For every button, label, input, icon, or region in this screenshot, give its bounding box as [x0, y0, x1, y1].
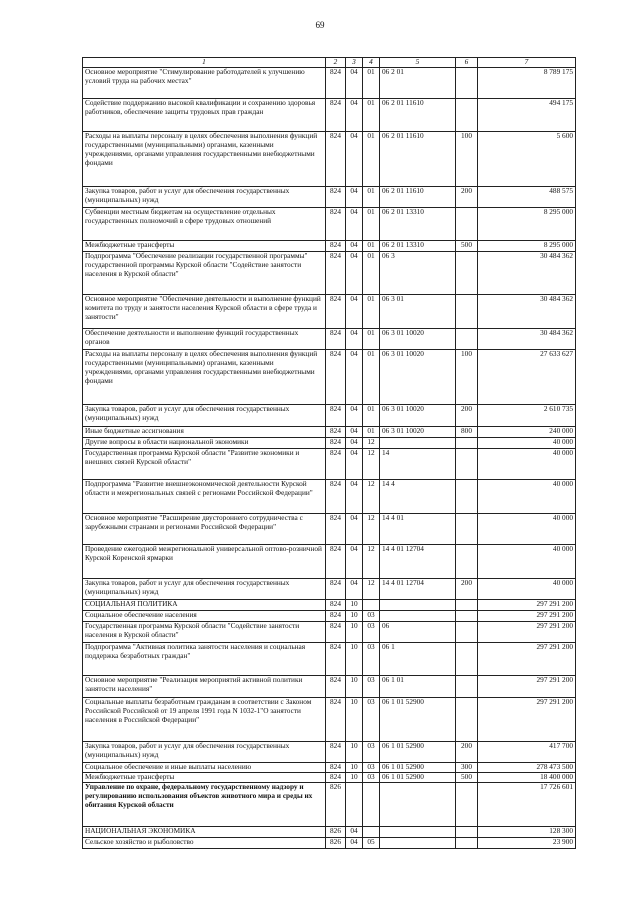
subsection-cell: 12	[363, 545, 380, 579]
expense-type-cell	[456, 295, 478, 329]
target-article-cell: 06 1 01 52900	[380, 698, 456, 742]
subsection-cell: 01	[363, 99, 380, 132]
subsection-cell: 12	[363, 514, 380, 545]
admin-code-cell: 826	[326, 827, 346, 838]
target-article-cell	[380, 611, 456, 622]
section-cell: 04	[346, 99, 363, 132]
row-name-cell: Обеспечение деятельности и выполнение функций государственных органов	[83, 329, 326, 350]
row-name-cell: Государственная программа Курской области "Развитие экономики и внешних связей Курской области"	[83, 449, 326, 480]
section-cell: 04	[346, 579, 363, 600]
expense-type-cell: 800	[456, 427, 478, 438]
header-cell: 3	[346, 58, 363, 68]
section-cell: 04	[346, 405, 363, 427]
section-cell: 10	[346, 742, 363, 763]
target-article-cell: 06 1 01 52900	[380, 742, 456, 763]
target-article-cell: 06 3 01 10020	[380, 350, 456, 405]
amount-cell: 297 291 200	[478, 600, 576, 611]
amount-cell: 8 295 000	[478, 241, 576, 252]
expense-type-cell	[456, 783, 478, 827]
target-article-cell: 14 4 01	[380, 514, 456, 545]
subsection-cell: 01	[363, 405, 380, 427]
expense-type-cell	[456, 827, 478, 838]
table-row	[83, 698, 576, 742]
expense-type-cell	[456, 545, 478, 579]
row-name-cell: Подпрограмма "Развитие внешнеэкономической деятельности Курской области и межрегиональных связей с регионами Российской Федерации"	[83, 480, 326, 514]
amount-cell: 40 000	[478, 449, 576, 480]
subsection-cell: 03	[363, 742, 380, 763]
amount-cell: 297 291 200	[478, 698, 576, 742]
section-cell: 04	[346, 68, 363, 99]
expense-type-cell: 500	[456, 773, 478, 783]
expense-type-cell: 200	[456, 405, 478, 427]
target-article-cell: 14	[380, 449, 456, 480]
admin-code-cell: 824	[326, 514, 346, 545]
admin-code-cell: 824	[326, 643, 346, 676]
row-name-cell: Расходы на выплаты персоналу в целях обеспечения выполнения функций государственными (муниципальными) органами, казенными учреждениями, органами управления государственными внебюджетными фондами	[83, 350, 326, 405]
table-row	[83, 405, 576, 427]
expense-type-cell	[456, 480, 478, 514]
subsection-cell: 01	[363, 187, 380, 208]
target-article-cell: 06 3 01 10020	[380, 405, 456, 427]
admin-code-cell: 824	[326, 742, 346, 763]
header-cell: 1	[83, 58, 326, 68]
amount-cell: 27 633 627	[478, 350, 576, 405]
target-article-cell: 06 1 01	[380, 676, 456, 698]
row-name-cell: СОЦИАЛЬНАЯ ПОЛИТИКА	[83, 600, 326, 611]
row-name-cell: Основное мероприятие "Реализация мероприятий активной политики занятости населения"	[83, 676, 326, 698]
subsection-cell: 01	[363, 329, 380, 350]
expense-type-cell	[456, 611, 478, 622]
section-cell: 04	[346, 514, 363, 545]
target-article-cell: 06 2 01 13310	[380, 208, 456, 241]
subsection-cell: 12	[363, 438, 380, 449]
table-row	[83, 676, 576, 698]
admin-code-cell: 824	[326, 600, 346, 611]
target-article-cell	[380, 600, 456, 611]
table-row	[83, 427, 576, 438]
row-name-cell: Подпрограмма "Активная политика занятости населения и социальная поддержка безработных граждан"	[83, 643, 326, 676]
table-row	[83, 132, 576, 187]
amount-cell: 30 484 362	[478, 329, 576, 350]
subsection-cell	[363, 827, 380, 838]
admin-code-cell: 824	[326, 773, 346, 783]
table-row	[83, 783, 576, 827]
admin-code-cell: 824	[326, 187, 346, 208]
table-row	[83, 480, 576, 514]
row-name-cell: Межбюджетные трансферты	[83, 241, 326, 252]
target-article-cell: 06 3 01	[380, 295, 456, 329]
target-article-cell: 06 3 01 10020	[380, 427, 456, 438]
table-row	[83, 611, 576, 622]
target-article-cell: 06	[380, 622, 456, 643]
target-article-cell: 06 1	[380, 643, 456, 676]
subsection-cell: 03	[363, 698, 380, 742]
subsection-cell: 03	[363, 643, 380, 676]
target-article-cell: 06 3 01 10020	[380, 329, 456, 350]
admin-code-cell: 824	[326, 99, 346, 132]
subsection-cell: 01	[363, 241, 380, 252]
row-name-cell: Расходы на выплаты персоналу в целях обеспечения выполнения функций государственными (муниципальными) органами, казенными учреждениями, органами управления государственными внебюджетными фондами	[83, 132, 326, 187]
section-cell: 04	[346, 241, 363, 252]
admin-code-cell: 824	[326, 405, 346, 427]
admin-code-cell: 824	[326, 545, 346, 579]
expense-type-cell	[456, 698, 478, 742]
target-article-cell: 06 2 01 11610	[380, 187, 456, 208]
target-article-cell: 06 2 01	[380, 68, 456, 99]
subsection-cell: 01	[363, 132, 380, 187]
row-name-cell: Межбюджетные трансферты	[83, 773, 326, 783]
row-name-cell: НАЦИОНАЛЬНАЯ ЭКОНОМИКА	[83, 827, 326, 838]
table-row	[83, 643, 576, 676]
row-name-cell: Иные бюджетные ассигнования	[83, 427, 326, 438]
subsection-cell	[363, 600, 380, 611]
table-row	[83, 449, 576, 480]
row-name-cell: Социальные выплаты безработным гражданам в соответствии с Законом Российской Российской от 19 апреля 1991 года N 1032-1"О занятости населения в Российской Федерации"	[83, 698, 326, 742]
target-article-cell: 06 1 01 52900	[380, 773, 456, 783]
section-cell: 04	[346, 295, 363, 329]
section-cell: 10	[346, 611, 363, 622]
table-row	[83, 187, 576, 208]
row-name-cell: Основное мероприятие "Расширение двустороннего сотрудничества с зарубежными странами и регионами Российской Федерации"	[83, 514, 326, 545]
row-name-cell: Закупка товаров, работ и услуг для обеспечения государственных (муниципальных) нужд	[83, 579, 326, 600]
table-row	[83, 68, 576, 99]
budget-table	[82, 57, 576, 849]
section-cell: 04	[346, 427, 363, 438]
subsection-cell: 01	[363, 295, 380, 329]
page-number: 69	[315, 20, 325, 30]
header-cell: 2	[326, 58, 346, 68]
amount-cell: 17 726 601	[478, 783, 576, 827]
section-cell: 10	[346, 643, 363, 676]
header-cell: 4	[363, 58, 380, 68]
row-name-cell: Закупка товаров, работ и услуг для обеспечения государственных (муниципальных) нужд	[83, 187, 326, 208]
row-name-cell: Основное мероприятие "Стимулирование работодателей к улучшению условий труда на рабочих местах"	[83, 68, 326, 99]
row-name-cell: Закупка товаров, работ и услуг для обеспечения государственных (муниципальных) нужд	[83, 742, 326, 763]
section-cell: 04	[346, 438, 363, 449]
amount-cell: 40 000	[478, 480, 576, 514]
admin-code-cell: 824	[326, 252, 346, 295]
target-article-cell	[380, 438, 456, 449]
section-cell: 10	[346, 676, 363, 698]
table-row	[83, 827, 576, 838]
row-name-cell: Субвенции местным бюджетам на осуществление отдельных государственных полномочий в сфере трудовых отношений	[83, 208, 326, 241]
admin-code-cell: 824	[326, 480, 346, 514]
section-cell: 04	[346, 208, 363, 241]
expense-type-cell	[456, 252, 478, 295]
amount-cell: 30 484 362	[478, 252, 576, 295]
subsection-cell: 01	[363, 208, 380, 241]
admin-code-cell: 826	[326, 838, 346, 849]
table-row	[83, 514, 576, 545]
expense-type-cell: 200	[456, 742, 478, 763]
section-cell: 04	[346, 329, 363, 350]
section-cell: 10	[346, 773, 363, 783]
admin-code-cell: 824	[326, 676, 346, 698]
amount-cell: 297 291 200	[478, 643, 576, 676]
row-name-cell: Проведение ежегодной межрегиональной универсальной оптово-розничной Курской Коренской ярмарки	[83, 545, 326, 579]
target-article-cell: 06 1 01 52900	[380, 763, 456, 773]
target-article-cell	[380, 783, 456, 827]
amount-cell: 297 291 200	[478, 611, 576, 622]
header-cell: 5	[380, 58, 456, 68]
section-cell: 04	[346, 480, 363, 514]
amount-cell: 240 000	[478, 427, 576, 438]
target-article-cell: 14 4 01 12704	[380, 579, 456, 600]
row-name-cell: Управление по охране, федеральному государственному надзору и регулированию использования объектов животного мира и среды их обитания Курской области	[83, 783, 326, 827]
expense-type-cell: 200	[456, 187, 478, 208]
amount-cell: 40 000	[478, 579, 576, 600]
subsection-cell: 05	[363, 838, 380, 849]
amount-cell: 30 484 362	[478, 295, 576, 329]
subsection-cell: 01	[363, 252, 380, 295]
subsection-cell: 03	[363, 773, 380, 783]
admin-code-cell: 824	[326, 350, 346, 405]
admin-code-cell: 824	[326, 295, 346, 329]
target-article-cell: 14 4 01 12704	[380, 545, 456, 579]
expense-type-cell	[456, 449, 478, 480]
row-name-cell: Содействие поддержанию высокой квалификации и сохранению здоровья работников, обеспечение защиты трудовых прав граждан	[83, 99, 326, 132]
target-article-cell: 06 2 01 11610	[380, 99, 456, 132]
admin-code-cell: 824	[326, 622, 346, 643]
section-cell: 04	[346, 449, 363, 480]
admin-code-cell: 824	[326, 449, 346, 480]
section-cell: 04	[346, 545, 363, 579]
admin-code-cell: 824	[326, 611, 346, 622]
expense-type-cell	[456, 99, 478, 132]
row-name-cell: Основное мероприятие "Обеспечение деятельности и выполнение функций комитета по труду и занятости населения Курской области в сфере труда и занятости"	[83, 295, 326, 329]
section-cell: 04	[346, 350, 363, 405]
admin-code-cell: 824	[326, 698, 346, 742]
amount-cell: 5 600	[478, 132, 576, 187]
subsection-cell: 12	[363, 579, 380, 600]
subsection-cell	[363, 783, 380, 827]
amount-cell: 8 295 000	[478, 208, 576, 241]
admin-code-cell: 824	[326, 241, 346, 252]
amount-cell: 278 473 500	[478, 763, 576, 773]
expense-type-cell	[456, 838, 478, 849]
expense-type-cell	[456, 643, 478, 676]
amount-cell: 297 291 200	[478, 676, 576, 698]
amount-cell: 488 575	[478, 187, 576, 208]
expense-type-cell	[456, 622, 478, 643]
table-row	[83, 252, 576, 295]
section-cell: 04	[346, 252, 363, 295]
amount-cell: 2 610 735	[478, 405, 576, 427]
subsection-cell: 01	[363, 68, 380, 99]
admin-code-cell: 824	[326, 68, 346, 99]
subsection-cell: 03	[363, 611, 380, 622]
section-cell: 10	[346, 600, 363, 611]
table-row	[83, 545, 576, 579]
subsection-cell: 03	[363, 676, 380, 698]
table-row	[83, 579, 576, 600]
amount-cell: 40 000	[478, 514, 576, 545]
table-row	[83, 742, 576, 763]
admin-code-cell: 824	[326, 579, 346, 600]
section-cell: 04	[346, 187, 363, 208]
admin-code-cell: 824	[326, 438, 346, 449]
amount-cell: 23 900	[478, 838, 576, 849]
section-cell: 04	[346, 827, 363, 838]
amount-cell: 18 400 000	[478, 773, 576, 783]
target-article-cell: 06 2 01 11610	[380, 132, 456, 187]
target-article-cell	[380, 827, 456, 838]
row-name-cell: Социальное обеспечение и иные выплаты населению	[83, 763, 326, 773]
expense-type-cell: 500	[456, 241, 478, 252]
target-article-cell	[380, 838, 456, 849]
admin-code-cell: 826	[326, 783, 346, 827]
table-row	[83, 622, 576, 643]
admin-code-cell: 824	[326, 132, 346, 187]
subsection-cell: 03	[363, 622, 380, 643]
row-name-cell: Подпрограмма "Обеспечение реализации государственной программы" государственной программы Курской области "Содействие занятости населения в Курской области"	[83, 252, 326, 295]
section-cell	[346, 783, 363, 827]
row-name-cell: Социальное обеспечение населения	[83, 611, 326, 622]
subsection-cell: 01	[363, 427, 380, 438]
amount-cell: 40 000	[478, 438, 576, 449]
header-row	[83, 58, 576, 68]
subsection-cell: 01	[363, 350, 380, 405]
amount-cell: 40 000	[478, 545, 576, 579]
section-cell: 04	[346, 838, 363, 849]
section-cell: 10	[346, 698, 363, 742]
amount-cell: 417 700	[478, 742, 576, 763]
table-row	[83, 329, 576, 350]
expense-type-cell	[456, 676, 478, 698]
amount-cell: 297 291 200	[478, 622, 576, 643]
table-row	[83, 838, 576, 849]
expense-type-cell	[456, 208, 478, 241]
target-article-cell: 06 2 01 13310	[380, 241, 456, 252]
subsection-cell: 03	[363, 763, 380, 773]
target-article-cell: 14 4	[380, 480, 456, 514]
expense-type-cell: 300	[456, 763, 478, 773]
amount-cell: 8 789 175	[478, 68, 576, 99]
expense-type-cell: 200	[456, 579, 478, 600]
table-row	[83, 350, 576, 405]
amount-cell: 128 300	[478, 827, 576, 838]
admin-code-cell: 824	[326, 427, 346, 438]
row-name-cell: Сельское хозяйство и рыболовство	[83, 838, 326, 849]
expense-type-cell	[456, 600, 478, 611]
expense-type-cell: 100	[456, 132, 478, 187]
admin-code-cell: 824	[326, 763, 346, 773]
section-cell: 04	[346, 132, 363, 187]
section-cell: 10	[346, 763, 363, 773]
table-row	[83, 763, 576, 773]
row-name-cell: Другие вопросы в области национальной экономики	[83, 438, 326, 449]
section-cell: 10	[346, 622, 363, 643]
subsection-cell: 12	[363, 449, 380, 480]
row-name-cell: Государственная программа Курской области "Содействие занятости населения в Курской области"	[83, 622, 326, 643]
row-name-cell: Закупка товаров, работ и услуг для обеспечения государственных (муниципальных) нужд	[83, 405, 326, 427]
expense-type-cell	[456, 438, 478, 449]
admin-code-cell: 824	[326, 208, 346, 241]
expense-type-cell	[456, 514, 478, 545]
target-article-cell: 06 3	[380, 252, 456, 295]
admin-code-cell: 824	[326, 329, 346, 350]
expense-type-cell	[456, 68, 478, 99]
table-row	[83, 99, 576, 132]
table-row	[83, 600, 576, 611]
expense-type-cell: 100	[456, 350, 478, 405]
table-row	[83, 208, 576, 241]
table-row	[83, 773, 576, 783]
subsection-cell: 12	[363, 480, 380, 514]
expense-type-cell	[456, 329, 478, 350]
table-row	[83, 295, 576, 329]
header-cell: 7	[478, 58, 576, 68]
amount-cell: 494 175	[478, 99, 576, 132]
table-row	[83, 438, 576, 449]
table-row	[83, 241, 576, 252]
header-cell: 6	[456, 58, 478, 68]
